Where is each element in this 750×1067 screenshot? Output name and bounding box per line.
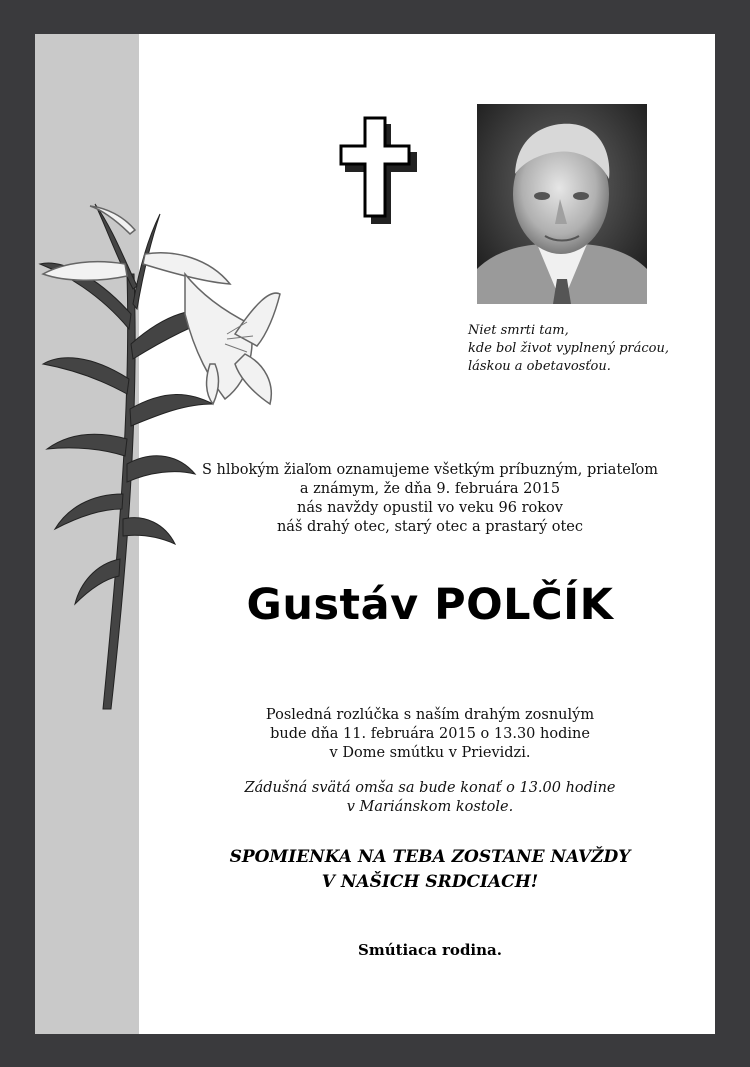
mass-line: v Mariánskom kostole. — [346, 799, 514, 815]
funeral-line: bude dňa 11. februára 2015 o 13.30 hodine — [270, 726, 590, 742]
mass-details — [185, 779, 675, 817]
funeral-line: Posledná rozlúčka s naším drahým zosnulým — [265, 707, 595, 723]
memory-line: V NAŠICH SRDCIACH! — [321, 872, 539, 892]
announcement-line: nás navždy opustil vo veku 96 rokov — [297, 500, 563, 516]
family-signature: Smútiaca rodina. — [358, 941, 502, 959]
memory-line: SPOMIENKA NA TEBA ZOSTANE NAVŽDY — [229, 847, 631, 867]
announcement-line: a známym, že dňa 9. februára 2015 — [299, 481, 561, 497]
quote-line: láskou a obetavosťou. — [468, 359, 611, 374]
lily-flower-illustration — [35, 164, 295, 714]
deceased-name: Gustáv POLČÍK — [246, 580, 614, 630]
funeral-line: v Dome smútku v Prievidzi. — [329, 745, 531, 761]
announcement-text — [185, 461, 675, 537]
funeral-details — [185, 706, 675, 763]
portrait-photo — [477, 104, 647, 304]
announcement-line: náš drahý otec, starý otec a prastarý otec — [276, 519, 584, 535]
memory-statement — [185, 845, 675, 895]
quote-line: kde bol život vyplnený prácou, — [468, 341, 669, 356]
cross-icon — [337, 116, 417, 226]
mass-line: Zádušná svätá omša sa bude konať o 13.00 hodine — [244, 780, 616, 796]
memorial-quote — [468, 322, 708, 376]
quote-line: Niet smrti tam, — [468, 323, 569, 338]
announcement-line: S hlbokým žiaľom oznamujeme všetkým príbuzným, priateľom — [202, 462, 658, 478]
obituary-page — [35, 34, 715, 1034]
